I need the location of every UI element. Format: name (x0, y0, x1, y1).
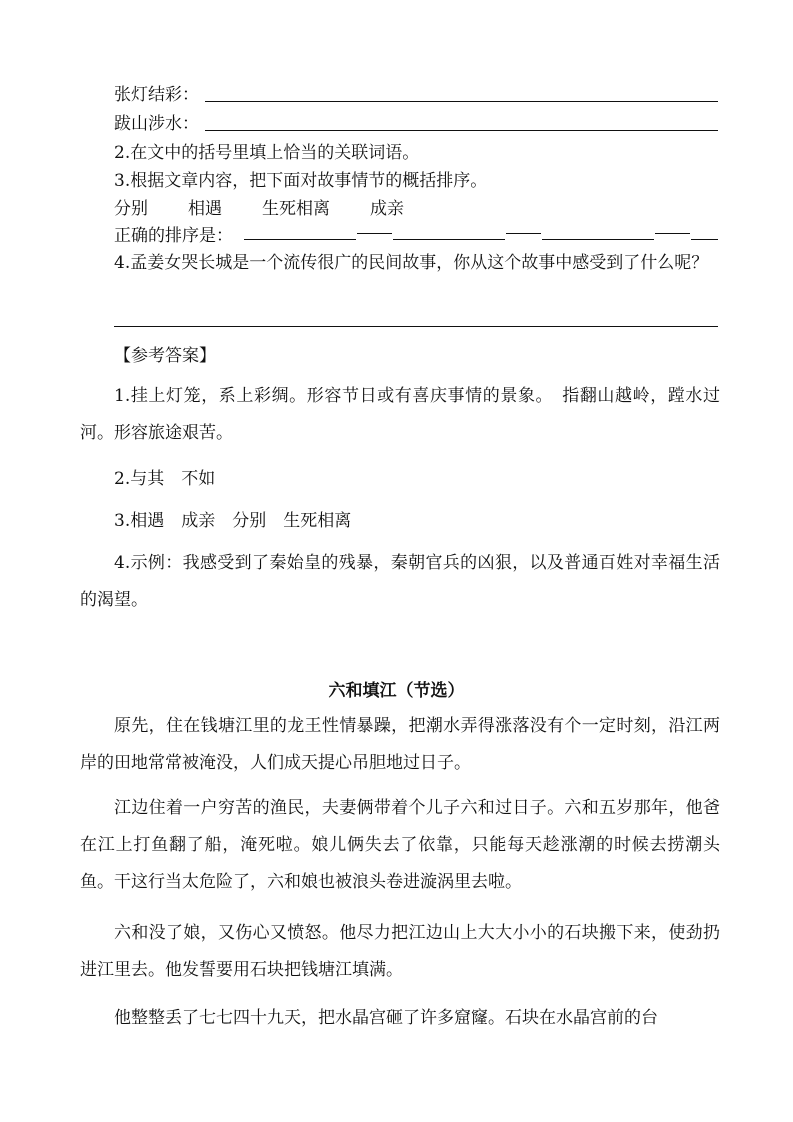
story-paragraph-3: 六和没了娘，又伤心又愤怒。他尽力把江边山上大大小小的石块搬下来，使劲扔进江里去。他发誓要用石块把钱塘江填满。 (80, 923, 720, 980)
option-3: 生死相离 (262, 199, 330, 219)
order-connector-1 (357, 233, 392, 234)
word1-row (114, 84, 718, 106)
order-label: 正确的排序是： (114, 226, 233, 246)
option-1: 分别 (114, 199, 148, 219)
question-4-answer-line[interactable] (114, 326, 718, 327)
story-paragraph-1: 原先，住在钱塘江里的龙王性情暴躁，把潮水弄得涨落没有个一定时刻，沿江两岸的田地常常被淹没，人们成天提心吊胆地过日子。 (80, 716, 720, 773)
order-blank-4[interactable] (691, 239, 718, 240)
answer-3: 3.相遇 成亲 分别 生死相离 (114, 511, 352, 531)
order-blank-1[interactable] (244, 239, 356, 240)
answer-1: 1.挂上灯笼，系上彩绸。形容节日或有喜庆事情的景象。 指翻山越岭，蹚水过河。形容旅途艰苦。 (80, 386, 720, 443)
question-2: 2.在文中的括号里填上恰当的关联词语。 (114, 143, 420, 163)
answer-2: 2.与其 不如 (114, 469, 216, 489)
question-3-options (114, 198, 718, 220)
word2-label: 跋山涉水： (114, 114, 199, 134)
order-blank-3[interactable] (542, 239, 654, 240)
order-connector-3 (655, 233, 690, 234)
question-4: 4.孟姜女哭长城是一个流传很广的民间故事，你从这个故事中感受到了什么呢？ (114, 253, 709, 273)
order-row (114, 225, 718, 247)
option-4: 成亲 (370, 199, 404, 219)
option-2: 相遇 (188, 199, 222, 219)
story-paragraph-2: 江边住着一户穷苦的渔民，夫妻俩带着个儿子六和过日子。六和五岁那年，他爸在江上打鱼翻了船，淹死啦。娘儿俩失去了依靠，只能每天趁涨潮的时候去捞潮头鱼。干这行当太危险了，六和娘也被浪头卷进漩涡里去啦。 (80, 798, 720, 892)
question-3: 3.根据文章内容，把下面对故事情节的概括排序。 (114, 171, 488, 191)
order-blank-2[interactable] (393, 239, 505, 240)
word1-answer-line[interactable] (205, 101, 718, 102)
story-paragraph-4: 他整整丢了七七四十九天，把水晶宫砸了许多窟窿。石块在水晶宫前的台 (114, 1008, 658, 1028)
answer-4: 4.示例：我感受到了秦始皇的残暴，秦朝官兵的凶狠，以及普通百姓对幸福生活的渴望。 (80, 553, 720, 610)
order-connector-2 (506, 233, 541, 234)
word2-answer-line[interactable] (205, 130, 718, 131)
answers-heading: 【参考答案】 (114, 346, 216, 366)
word2-row (114, 113, 718, 135)
story-title: 六和填江（节选） (328, 681, 465, 701)
word1-label: 张灯结彩： (114, 85, 199, 105)
